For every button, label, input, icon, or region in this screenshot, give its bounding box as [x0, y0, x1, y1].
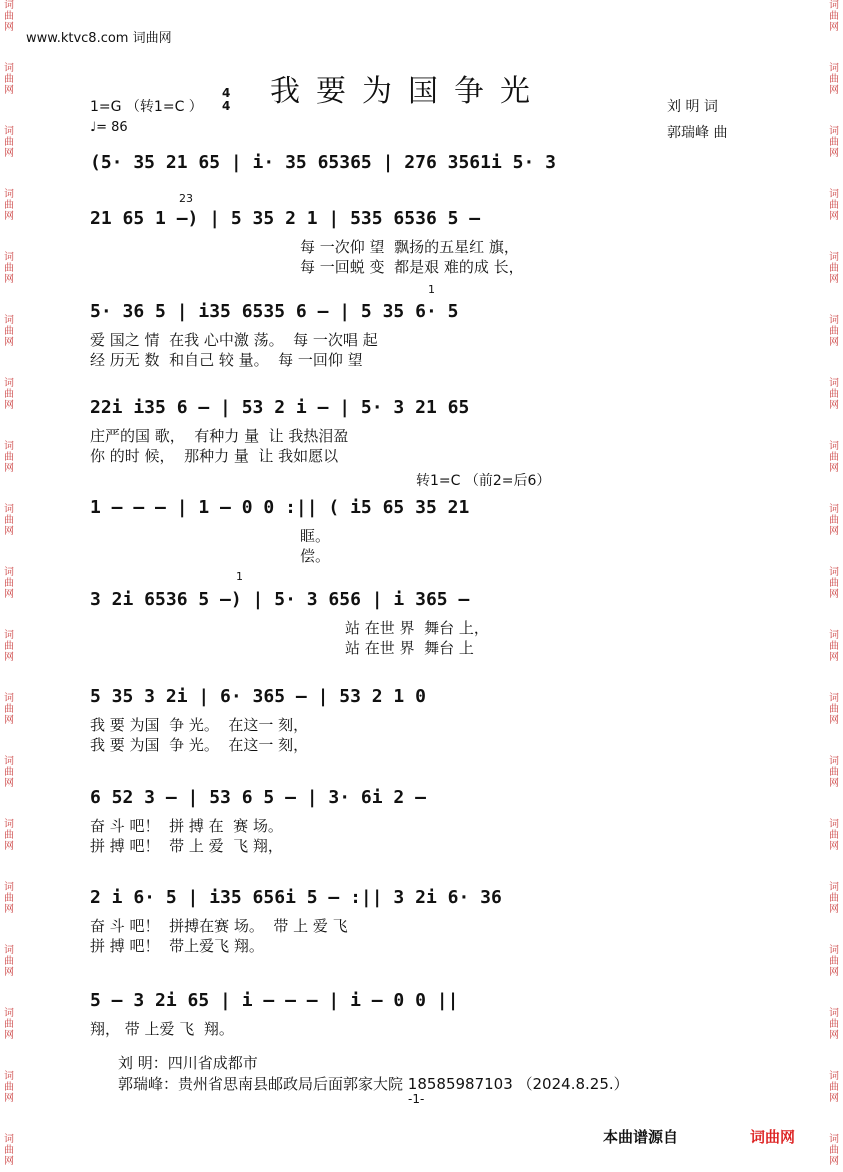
lyric-verse-2: 经 历无 数 和自己 较 量。 每 一回仰 望: [90, 351, 363, 369]
watermark-text: 词 曲 网: [4, 0, 14, 33]
notation-row: 5 35 3 2i | 6· 365 – | 53 2 1 0: [90, 686, 426, 707]
lyric-verse-1: 爱 国之 情 在我 心中激 荡。 每 一次唱 起: [90, 331, 378, 349]
page-number: -1-: [408, 1092, 425, 1106]
grace-note-23: 23: [179, 192, 193, 205]
watermark-text: 词 曲 网: [4, 378, 14, 411]
watermark-text: 词 曲 网: [829, 693, 839, 726]
watermark-text: 词 曲 网: [4, 630, 14, 663]
notation-row: (5· 35 21 65 | i· 35 65365 | 276 3561i 5· 3: [90, 152, 556, 173]
notation-row: 5· 36 5 | i35 6535 6 – | 5 35 6· 5: [90, 301, 459, 322]
source-label: 本曲谱源自: [603, 1128, 679, 1146]
watermark-text: 词 曲 网: [4, 315, 14, 348]
watermark-text: 词 曲 网: [4, 441, 14, 474]
lyric-verse-2: 每 一回蜕 变 都是艰 难的成 长，: [300, 258, 524, 276]
notation-row: 22i i35 6 – | 53 2 i – | 5· 3 21 65: [90, 397, 470, 418]
watermark-text: 词 曲 网: [829, 567, 839, 600]
site-url[interactable]: www.ktvc8.com 词曲网: [26, 31, 172, 46]
watermark-text: 词 曲 网: [4, 1008, 14, 1041]
time-sig-top: 4: [222, 86, 231, 100]
notation-row: 21 65 1 –) | 5 35 2 1 | 535 6536 5 –: [90, 208, 481, 229]
footer-composer-address: 郭瑞峰：贵州省思南县邮政局后面郭家大院 18585987103 （2024.8.25.）: [118, 1075, 629, 1093]
lyricist-credit: 刘 明 词: [667, 99, 718, 115]
watermark-text: 词 曲 网: [4, 189, 14, 222]
lyric-verse-1: 庄严的国 歌， 有种力 量 让 我热泪盈: [90, 427, 349, 445]
watermark-text: 词 曲 网: [829, 945, 839, 978]
notation-row: 6 52 3 – | 53 6 5 – | 3· 6i 2 –: [90, 787, 426, 808]
watermark-text: 词 曲 网: [829, 441, 839, 474]
watermark-text: 词 曲 网: [829, 819, 839, 852]
lyric-verse-2: 站 在世 界 舞台 上: [345, 639, 474, 657]
watermark-text: 词 曲 网: [829, 1071, 839, 1104]
watermark-text: 词 曲 网: [4, 567, 14, 600]
watermark-text: 词 曲 网: [4, 1071, 14, 1104]
notation-row: 3 2i 6536 5 –) | 5· 3 656 | i 365 –: [90, 589, 470, 610]
watermark-text: 词 曲 网: [4, 126, 14, 159]
source-site-link[interactable]: 词曲网: [750, 1128, 796, 1146]
watermark-text: 词 曲 网: [829, 63, 839, 96]
notation-row: 5 – 3 2i 65 | i – – – | i – 0 0 ||: [90, 990, 459, 1011]
time-signature: [222, 87, 230, 113]
right-watermark-strip: [825, 0, 843, 1172]
watermark-text: 词 曲 网: [4, 252, 14, 285]
lyric-verse-2: 拼 搏 吧！ 带上爱飞 翔。: [90, 937, 264, 955]
lyric-verse-2: 拼 搏 吧！ 带 上 爱 飞 翔，: [90, 837, 283, 855]
watermark-text: 词 曲 网: [829, 756, 839, 789]
lyric-verse-1: 我 要 为国 争 光。 在这一 刻，: [90, 716, 309, 734]
footer-lyricist-address: 刘 明：四川省成都市: [118, 1054, 258, 1072]
modulation-note: 转1=C （前2=后6）: [416, 473, 551, 489]
watermark-text: 词 曲 网: [4, 1134, 14, 1167]
watermark-text: 词 曲 网: [829, 0, 839, 33]
lyric-verse-1: 每 一次仰 望 飘扬的五星红 旗，: [300, 238, 519, 256]
lyric-verse-2: 偿。: [300, 547, 331, 565]
lyric-verse-1: 眶。: [300, 527, 331, 545]
notation-row: 2 i 6· 5 | i35 656i 5 – :|| 3 2i 6· 36: [90, 887, 502, 908]
watermark-text: 词 曲 网: [829, 1134, 839, 1167]
song-title: 我要为国争光: [270, 74, 546, 109]
watermark-text: 词 曲 网: [4, 882, 14, 915]
watermark-text: 词 曲 网: [4, 63, 14, 96]
watermark-text: 词 曲 网: [4, 756, 14, 789]
grace-note-1: 1: [428, 283, 435, 296]
watermark-text: 词 曲 网: [829, 378, 839, 411]
key-signature: 1=G （转1=C ）: [90, 99, 203, 115]
notation-row: 1 – – – | 1 – 0 0 :|| ( i5 65 35 21: [90, 497, 470, 518]
lyric-verse-1: 站 在世 界 舞台 上，: [345, 619, 489, 637]
left-watermark-strip: [0, 0, 18, 1172]
watermark-text: 词 曲 网: [829, 252, 839, 285]
watermark-text: 词 曲 网: [829, 189, 839, 222]
watermark-text: 词 曲 网: [4, 693, 14, 726]
watermark-text: 词 曲 网: [4, 945, 14, 978]
lyric-verse-1: 翔， 带 上爱 飞 翔。: [90, 1020, 234, 1038]
tempo-marking: ♩= 86: [90, 120, 128, 135]
lyric-verse-1: 奋 斗 吧！ 拼搏在赛 场。 带 上 爱 飞: [90, 917, 348, 935]
lyric-verse-1: 奋 斗 吧！ 拼 搏 在 赛 场。: [90, 817, 283, 835]
watermark-text: 词 曲 网: [829, 504, 839, 537]
watermark-text: 词 曲 网: [829, 126, 839, 159]
watermark-text: 词 曲 网: [829, 882, 839, 915]
lyric-verse-2: 我 要 为国 争 光。 在这一 刻，: [90, 736, 309, 754]
watermark-text: 词 曲 网: [829, 630, 839, 663]
watermark-text: 词 曲 网: [4, 819, 14, 852]
grace-note-1-second: 1: [236, 570, 243, 583]
watermark-text: 词 曲 网: [4, 504, 14, 537]
watermark-text: 词 曲 网: [829, 1008, 839, 1041]
time-sig-bottom: 4: [222, 99, 231, 113]
watermark-text: 词 曲 网: [829, 315, 839, 348]
lyric-verse-2: 你 的时 候， 那种力 量 让 我如愿以: [90, 447, 339, 465]
composer-credit: 郭瑞峰 曲: [667, 125, 728, 141]
